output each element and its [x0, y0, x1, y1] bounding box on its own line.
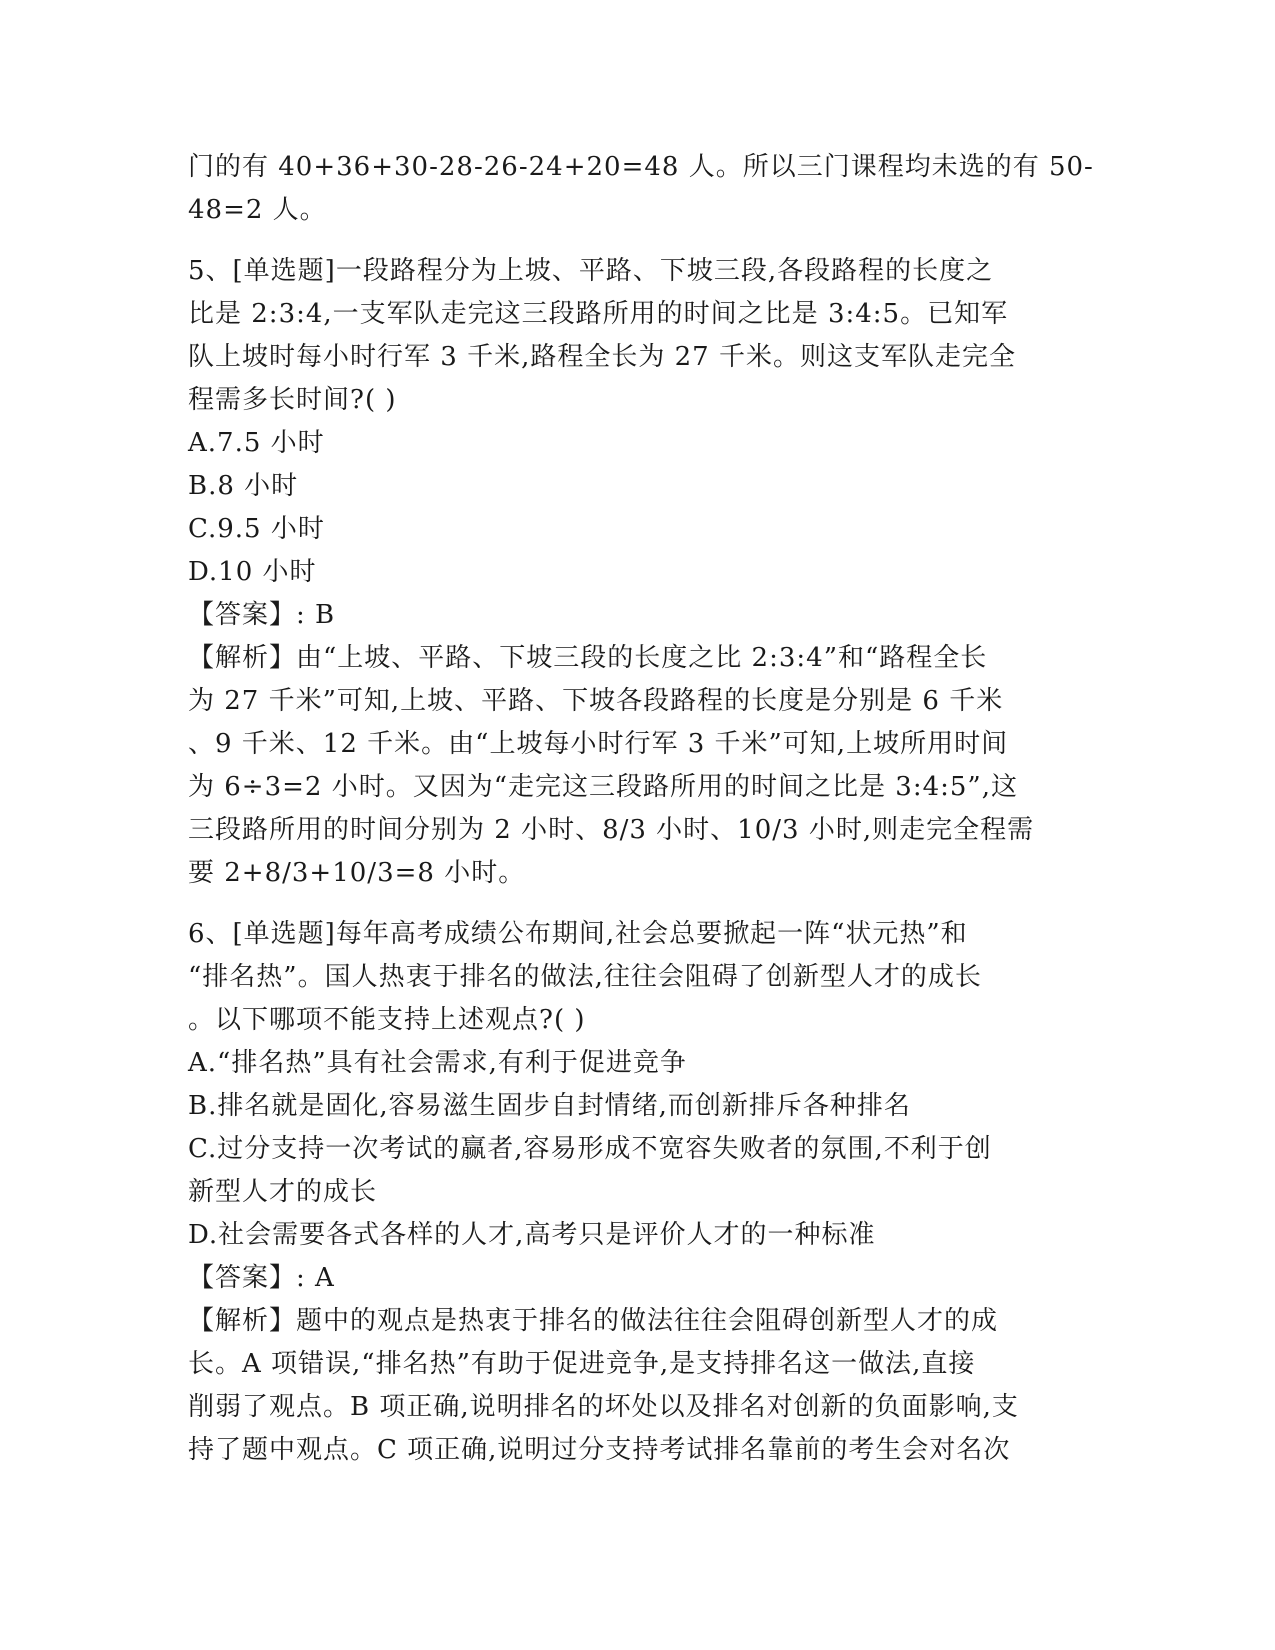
text-line: 持了题中观点。C 项正确,说明过分支持考试排名靠前的考生会对名次 — [188, 1435, 1011, 1465]
question-stem — [188, 250, 1088, 422]
option-c: C.过分支持一次考试的赢者,容易形成不宽容失败者的氛围,不利于创 — [188, 1134, 992, 1164]
document-page — [188, 146, 1094, 1472]
text-line: 长。A 项错误,“排名热”有助于促进竞争,是支持排名这一做法,直接 — [188, 1349, 976, 1379]
option-a: A.“排名热”具有社会需求,有利于促进竞争 — [188, 1048, 687, 1078]
previous-analysis-tail — [188, 146, 1094, 232]
text-line: 削弱了观点。B 项正确,说明排名的坏处以及排名对创新的负面影响,支 — [188, 1392, 1019, 1422]
option-c: C.9.5 小时 — [188, 514, 325, 544]
option-d: D.10 小时 — [188, 557, 317, 587]
text-line: 门的有 40+36+30-28-26-24+20=48 人。所以三门课程均未选的有 50- — [188, 152, 1094, 182]
text-line: 6、[单选题]每年高考成绩公布期间,社会总要掀起一阵“状元热”和 — [188, 919, 968, 949]
question-5 — [188, 250, 1088, 895]
answer-line: 【答案】: B — [188, 600, 336, 630]
text-line: 要 2+8/3+10/3=8 小时。 — [188, 858, 526, 888]
text-line: 48=2 人。 — [188, 195, 327, 225]
option-b: B.8 小时 — [188, 471, 299, 501]
option-d: D.社会需要各式各样的人才,高考只是评价人才的一种标准 — [188, 1220, 876, 1250]
text-line: “排名热”。国人热衷于排名的做法,往往会阻碍了创新型人才的成长 — [188, 962, 982, 992]
text-line: 【解析】由“上坡、平路、下坡三段的长度之比 2:3:4”和“路程全长 — [188, 643, 988, 673]
text-line: 5、[单选题]一段路程分为上坡、平路、下坡三段,各段路程的长度之 — [188, 256, 994, 286]
text-line: 为 27 千米”可知,上坡、平路、下坡各段路程的长度是分别是 6 千米 — [188, 686, 1004, 716]
text-line: 队上坡时每小时行军 3 千米,路程全长为 27 千米。则这支军队走完全 — [188, 342, 1016, 372]
option-b: B.排名就是固化,容易滋生固步自封情绪,而创新排斥各种排名 — [188, 1091, 911, 1121]
text-line: 。以下哪项不能支持上述观点?( ) — [188, 1005, 586, 1035]
option-c-continued: 新型人才的成长 — [188, 1177, 378, 1207]
text-line: 、9 千米、12 千米。由“上坡每小时行军 3 千米”可知,上坡所用时间 — [188, 729, 1009, 759]
question-options — [188, 422, 1088, 594]
question-options — [188, 1042, 1088, 1257]
option-a: A.7.5 小时 — [188, 428, 325, 458]
text-line: 为 6÷3=2 小时。又因为“走完这三段路所用的时间之比是 3:4:5”,这 — [188, 772, 1018, 802]
question-6 — [188, 913, 1088, 1472]
question-stem — [188, 913, 1088, 1042]
text-line: 三段路所用的时间分别为 2 小时、8/3 小时、10/3 小时,则走完全程需 — [188, 815, 1035, 845]
text-line: 【解析】题中的观点是热衷于排名的做法往往会阻碍创新型人才的成 — [188, 1306, 999, 1336]
analysis — [188, 1300, 1088, 1472]
text-line: 程需多长时间?( ) — [188, 385, 397, 415]
answer-line: 【答案】: A — [188, 1263, 335, 1293]
text-line: 比是 2:3:4,一支军队走完这三段路所用的时间之比是 3:4:5。已知军 — [188, 299, 1009, 329]
analysis — [188, 637, 1088, 895]
